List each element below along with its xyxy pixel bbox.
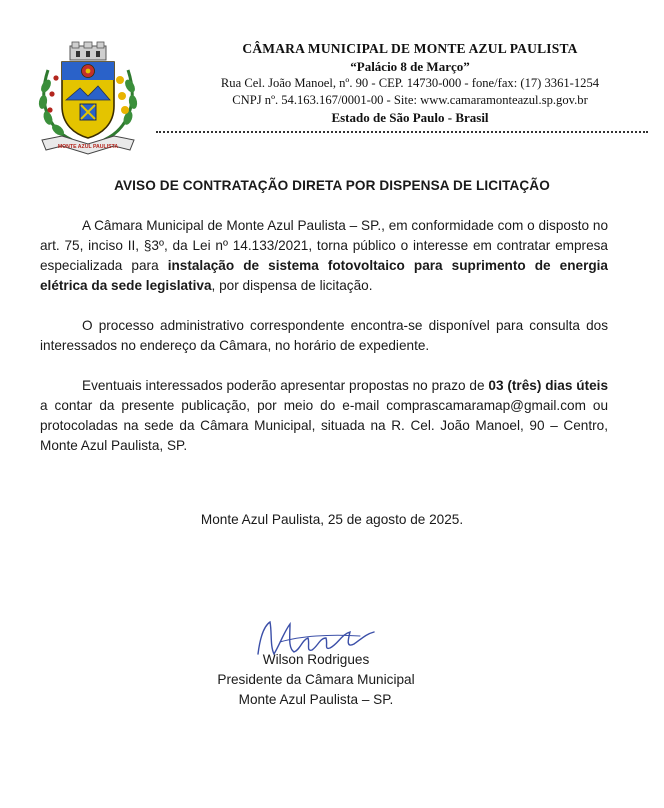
building-name: “Palácio 8 de Março”	[350, 59, 470, 74]
p3-text-a: Eventuais interessados poderão apresentar propostas no prazo de	[82, 378, 489, 393]
signatory-name: Wilson Rodrigues	[262, 652, 370, 667]
cnpj-site-line: CNPJ nº. 54.163.167/0001-00 - Site: www.camaramonteazul.sp.gov.br	[232, 93, 588, 107]
p1-text-b: , por dispensa de licitação.	[211, 278, 373, 293]
header-divider	[156, 131, 648, 133]
letterhead	[190, 40, 630, 127]
signatory-city: Monte Azul Paulista – SP.	[238, 692, 394, 707]
p3-bold: 03 (três) dias úteis	[488, 378, 608, 393]
paragraph-1	[40, 216, 608, 296]
date-line: Monte Azul Paulista, 25 de agosto de 2025.	[200, 512, 464, 527]
address-line: Rua Cel. João Manoel, nº. 90 - CEP. 14730-000 - fone/fax: (17) 3361-1254	[220, 76, 600, 90]
p3-text-b: a contar da presente publicação, por meio do e-mail comprascamaramap@gmail.com ou protocoladas na sede da Câmara Municipal, situada na R. Cel. João Manoel, 90 – Centro, Monte Azul Paulista, SP.	[40, 398, 608, 453]
crest-banner-text: MONTE AZUL PAULISTA	[57, 144, 119, 150]
signature-block	[196, 650, 436, 710]
org-name: CÂMARA MUNICIPAL DE MONTE AZUL PAULISTA	[242, 41, 578, 56]
p1-text-a: A Câmara Municipal de Monte Azul Paulista – SP., em conformidade com o disposto no art. 75, inciso II, §3º, da Lei nº 14.133/2021, torna público o interesse em contratar empresa especializada para	[40, 218, 608, 273]
p1-bold: instalação de sistema fotovoltaico para suprimento de energia elétrica da sede legislativa	[40, 258, 608, 293]
signatory-role: Presidente da Câmara Municipal	[217, 672, 415, 687]
notice-title: AVISO DE CONTRATAÇÃO DIRETA POR DISPENSA DE LICITAÇÃO	[114, 178, 550, 193]
coat-of-arms-icon	[32, 40, 144, 156]
paragraph-3	[40, 376, 608, 456]
state-line: Estado de São Paulo - Brasil	[331, 110, 489, 125]
paragraph-2: O processo administrativo correspondente encontra-se disponível para consulta dos interessados no endereço da Câmara, no horário de expediente.	[40, 318, 608, 353]
